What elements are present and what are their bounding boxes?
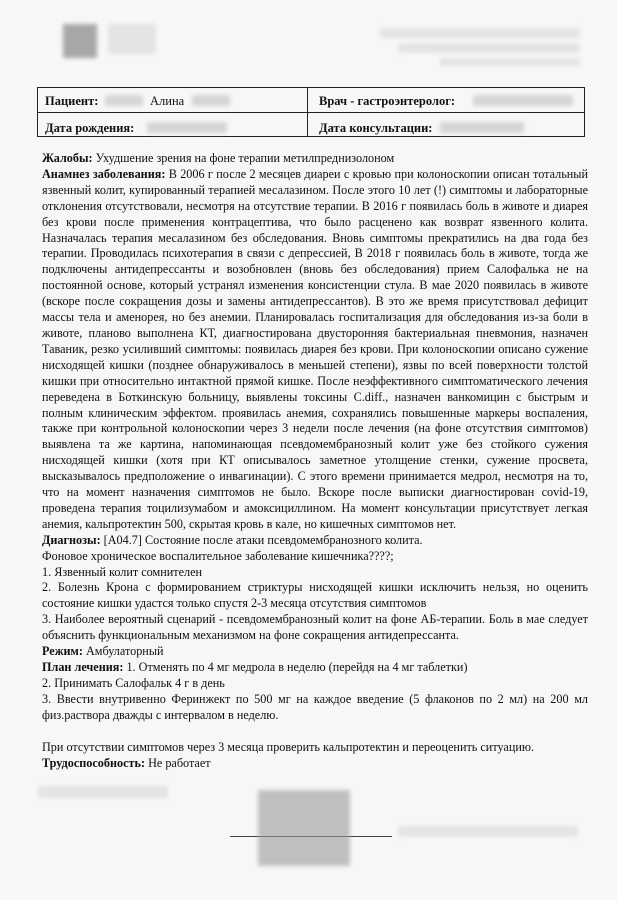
redacted-birth-date xyxy=(147,122,227,133)
anamnesis-paragraph xyxy=(42,167,588,533)
regime-label: Режим: xyxy=(42,644,83,659)
anamnesis-label: Анамнез заболевания: xyxy=(42,166,166,181)
anamnesis-text: В 2006 г после 2 месяцев диареи с кровью при колоноскопии описан тотальный язвенный колит, купированный терапией месалазином. После этого 10 лет (!) симптомы и лабораторные отклонения отсутствовали, несмотря на отсутствие терапии. В 2016 г появилась боль в животе и диарея без крови после применения контрацептива, что было расценено как возврат язвенного колита. Назначалась терапия месалазином без обследования. Вновь симптомы прекратились на два года без терапии. Проводилась психотерапия в связи с депрессией, В 2018 г появилась боль в животе, тогда же подключены антидепрессанты и возобновлен (вновь без обследования) прием Салофалька не на постоянной основе, который устранял изменения консистенции стула. В мае 2020 появилась в животе (вскоре после сокращения дозы и замены антидепрессантов). В это же время присутствовал дефицит массы тела и аменорея, но без анемии. Планировалась госпитализация для обследования из-за боли в животе, планово выполнена КТ, диагностирована двусторонняя бактериальная пневмония, назначен Таваник, резко усиливший симптомы: появилась диарея без крови. При колоноскопии описано сужение нисходящей кишки (позднее обнаруживалось в меньшей степени), язвы по всей поверхности толстой кишки при относительно интактной прямой кишке. После неэффективного симптоматического лечения переведена в Боткинскую больницу, выявлены токсины C.diff., назначен ванкомицин с быстрым и полным клиническим эффектом. проявилась анемия, сохранялись повышенные маркеры воспаления, также при контрольной колоноскопии через 3 недели после лечения (на фоне отсутствия симптомов) выявлена та же картина, напоминающая псевдомембранозный колит уже без стойкого сужения нисходящей кишки (хотя при КТ описывалось заметное утолщение стенки, сужение просвета, высказывалось предположение о инвагинации). С этого времени принимается медрол, несмотря на то, что на момент назначения симптомов не было. Вскоре после выписки диагностирован covid-19, проведена терапия тоцилизумабом и амоксициллином. На момент консультации присутствует легкая анемия, кальпротектин 500, скрытая кровь в кале, но кишечных симптомов нет. xyxy=(42,166,588,531)
complaints-label: Жалобы: xyxy=(42,151,93,165)
redacted-clinic-name xyxy=(108,24,156,54)
birth-date-label: Дата рождения: xyxy=(45,121,135,135)
complaints-text: Ухудшение зрения на фоне терапии метилпреднизолоном xyxy=(95,151,395,165)
redacted-doctor-name xyxy=(473,95,573,106)
diagnosis-background: Фоновое хроническое воспалительное заболевание кишечника????; xyxy=(42,548,394,563)
work-capacity-label: Трудоспособность: xyxy=(42,755,146,770)
doctor-label: Врач - гастроэнтеролог: xyxy=(319,94,456,108)
patient-label: Пациент: xyxy=(45,94,99,108)
diagnosis-line xyxy=(42,533,588,549)
work-capacity-line xyxy=(42,756,588,772)
regime-line xyxy=(42,644,588,660)
followup-text: При отсутствии симптомов через 3 месяца проверить кальпротектин и переоценить ситуацию. xyxy=(42,739,535,754)
signature-image xyxy=(258,790,350,866)
plan-item: 2. Принимать Салофальк 4 г в день xyxy=(42,675,225,690)
patient-info-table xyxy=(37,87,585,137)
diagnosis-label: Диагнозы: xyxy=(42,532,101,547)
work-capacity-text: Не работает xyxy=(148,755,211,770)
diagnosis-item: 1. Язвенный колит сомнителен xyxy=(42,564,203,579)
redacted-patient-surname xyxy=(105,95,143,106)
redacted-footer-left xyxy=(38,786,168,798)
redacted-clinic-info-3 xyxy=(440,58,580,66)
consultation-body xyxy=(42,151,588,771)
diagnosis-item: 3. Наиболее вероятный сценарий - псевдомембранозный колит на фоне АБ-терапии. Боль в мае следует объяснить функциональным механизмом на фоне сокращения антидепрессанта. xyxy=(42,612,588,643)
regime-text: Амбулаторный xyxy=(85,644,164,659)
plan-label: План лечения: xyxy=(42,660,124,674)
patient-name: Алина xyxy=(150,94,185,108)
consultation-date-label: Дата консультации: xyxy=(319,121,433,135)
redacted-logo xyxy=(63,24,97,58)
redacted-patient-patronymic xyxy=(192,95,230,106)
redacted-clinic-info-2 xyxy=(398,43,580,53)
complaints-line xyxy=(42,151,588,167)
redacted-clinic-info-1 xyxy=(380,28,580,38)
plan-line xyxy=(42,660,588,676)
redacted-consultation-date xyxy=(440,122,524,133)
diagnosis-item: 2. Болезнь Крона с формированием стриктуры нисходящей кишки исключить нельзя, но оценить состояние кишки удастся только спустя 2-3 месяца отсутствия симптомов xyxy=(42,580,588,611)
diagnosis-main: [A04.7] Состояние после атаки псевдомембранозного колита. xyxy=(103,532,423,547)
plan-item: 3. Ввести внутривенно Феринжект по 500 мг на каждое введение (5 флаконов по 2 мл) на 200 мл физ.раствора дважды с интервалом в неделю. xyxy=(42,691,588,722)
redacted-doctor-signature-name xyxy=(398,826,578,837)
plan-item: 1. Отменять по 4 мг медрола в неделю (перейдя на 4 мг таблетки) xyxy=(126,660,468,674)
